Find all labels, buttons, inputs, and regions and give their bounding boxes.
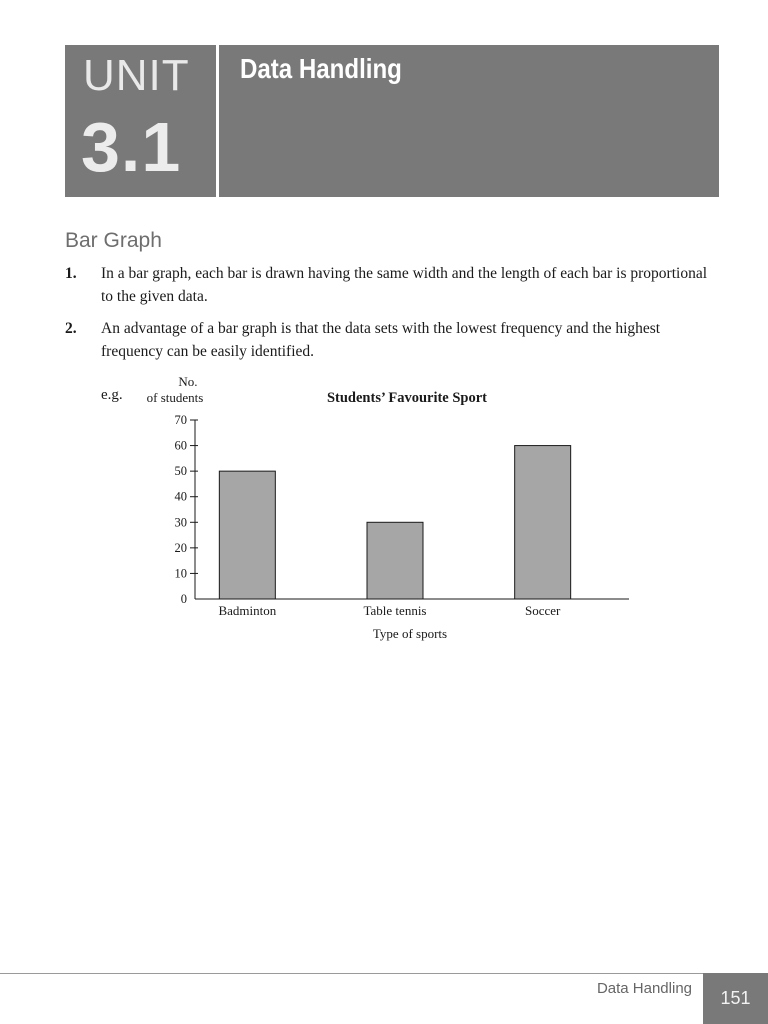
bar-badminton	[219, 471, 275, 599]
x-tick-label: Badminton	[218, 603, 277, 618]
y-tick-label: 50	[174, 464, 187, 479]
item-number: 1.	[65, 265, 77, 282]
y-tick-label: 20	[174, 540, 187, 555]
y-tick-label: 70	[174, 413, 187, 427]
y-tick-label: 10	[174, 566, 187, 581]
x-tick-label: Soccer	[524, 603, 561, 618]
y-tick-label: 0	[180, 592, 187, 606]
chart-title: Students’ Favourite Sport	[326, 390, 488, 406]
page-title: Data Handling	[240, 53, 402, 84]
y-tick-label: 30	[174, 515, 187, 530]
footer-divider	[0, 973, 705, 974]
x-tick-label: Table tennis	[363, 603, 427, 618]
x-axis-label: Type of sports	[372, 626, 448, 641]
y-tick-label: 60	[174, 438, 187, 453]
example-label: e.g.	[101, 387, 123, 403]
unit-number: 3.1	[81, 108, 182, 186]
bar-soccer	[515, 446, 571, 599]
unit-badge	[65, 45, 216, 197]
section-heading: Bar Graph	[65, 229, 162, 252]
item-text: An advantage of a bar graph is that the data sets with the lowest frequency and the highest frequency can be easily identified.	[101, 320, 661, 360]
unit-word: UNIT	[83, 51, 190, 100]
footer-running-title: Data Handling	[596, 980, 692, 997]
y-axis-label-line2: of students	[146, 390, 204, 405]
item-number: 2.	[65, 320, 77, 337]
item-text: In a bar graph, each bar is drawn having the same width and the length of each bar is proportional to the given data.	[101, 265, 708, 305]
plot-area	[175, 413, 630, 618]
bar-table-tennis	[367, 522, 423, 599]
bar-chart	[140, 370, 640, 650]
y-tick-label: 40	[174, 489, 187, 504]
title-banner	[219, 45, 719, 197]
y-axis-label-line1: No.	[178, 374, 198, 389]
page-number: 151	[703, 973, 768, 1024]
